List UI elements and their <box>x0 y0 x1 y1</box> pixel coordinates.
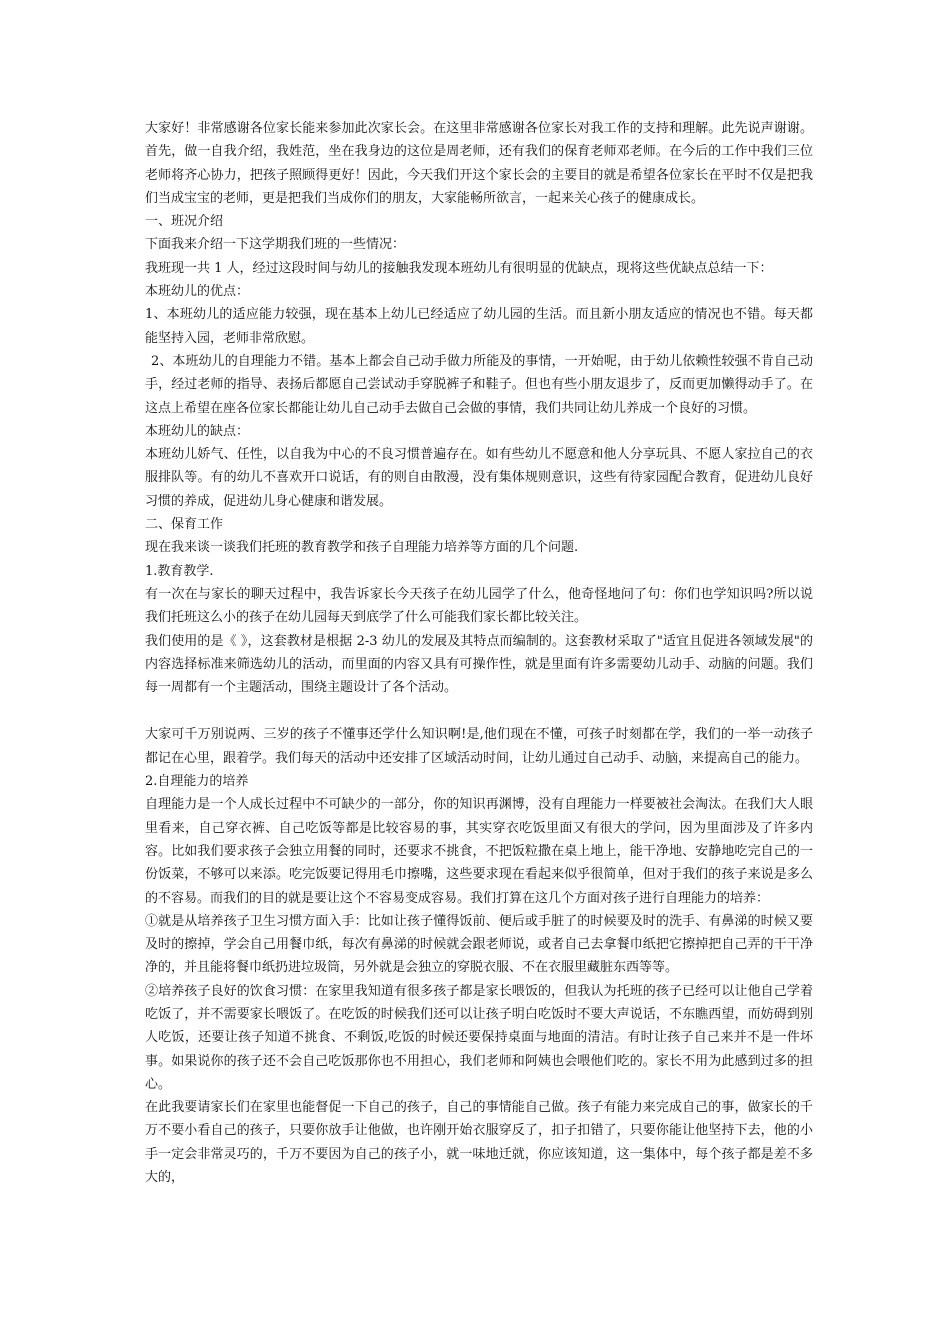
heading-care-work: 二、保育工作 <box>145 517 224 533</box>
paragraph-greeting: 大家好！非常感谢各位家长能来参加此次家长会。在这里非常感谢各位家长对我工作的支持和理解。此先说声谢谢。首先，做一自我介绍，我姓范，坐在我身边的这位是周老师，还有我们的保育老师邓老师。在今后的工作中我们三位老师将齐心协力，把孩子照顾得更好！因此，今天我们开这个家长会的主要目的就是希望各位家长在平时不仅是把我们当成宝宝的老师，更是把我们当成你们的朋友，大家能畅所欲言，一起来关心孩子的健康成长。 <box>145 121 813 206</box>
paragraph-textbook: 我们使用的是《 》，这套教材是根据 2-3 幼儿的发展及其特点而编制的。这套教材采取了"适宜且促进各领域发展"的内容选择标准来筛选幼儿的活动，而里面的内容又具有可操作性，就是里面有许多需要幼儿动手、动脑的问题。我们每一周都有一个主题活动，围绕主题设计了各个活动。 <box>145 633 813 696</box>
paragraph-weaknesses: 本班幼儿娇气、任性，以自我为中心的不良习惯普遍存在。如有些幼儿不愿意和他人分享玩具、不愿人家拉自己的衣服排队等。有的幼儿不喜欢开口说话，有的则自由散漫，没有集体规则意识，这些有待家园配合教育，促进幼儿良好习惯的养成，促进幼儿身心健康和谐发展。 <box>145 447 813 509</box>
paragraph-class-size: 我班现一共 1 人，经过这段时间与幼儿的接触我发现本班幼儿有很明显的优缺点，现将这些优缺点总结一下： <box>145 260 773 276</box>
heading-self-care: 2.自理能力的培养 <box>145 774 249 790</box>
heading-weaknesses: 本班幼儿的缺点： <box>145 423 250 439</box>
heading-strengths: 本班幼儿的优点： <box>145 284 250 300</box>
paragraph-intro: 下面我来介绍一下这学期我们班的一些情况： <box>145 237 406 253</box>
paragraph-strength-2: 2、本班幼儿的自理能力不错。基本上都会自己动手做力所能及的事情，一开始呢，由于幼儿依赖性较强不肯自己动手，经过老师的指导、表扬后都愿自己尝试动手穿脱裤子和鞋子。但也有些小朋友退步了，反而更加懒得动手了。在这点上希望在座各位家长都能让幼儿自己动手去做自己会做的事情，我们共同让幼儿养成一个良好的习惯。 <box>145 353 813 416</box>
paragraph-care-intro: 现在我来谈一谈我们托班的教育教学和孩子自理能力培养等方面的几个问题. <box>145 540 579 556</box>
paragraph-teaching-anecdote: 有一次在与家长的聊天过程中，我告诉家长今天孩子在幼儿园学了什么，他奇怪地问了句：你们也学知识吗?所以说我们托班这么小的孩子在幼儿园每天到底学了什么可能我们家长都比较关注。 <box>145 586 813 626</box>
heading-class-overview: 一、班况介绍 <box>145 214 224 230</box>
paragraph-eating: ②培养孩子良好的饮食习惯：在家里我知道有很多孩子都是家长喂饭的，但我认为托班的孩子已经可以让他自己学着吃饭了，并不需要家长喂饭了。在吃饭的时候我们还可以让孩子明白吃饭时不要大声说话，不东瞧西望，而妨碍到别人吃饭，还要让孩子知道不挑食、不剩饭,吃饭的时候还要保持桌面与地面的清洁。有时让孩子自己来并不是一件坏事。如果说你的孩子还不会自己吃饭那你也不用担心，我们老师和阿姨也会喂他们吃的。家长不用为此感到过多的担心。 <box>145 983 813 1092</box>
paragraph-strength-1: 1、本班幼儿的适应能力较强，现在基本上幼儿已经适应了幼儿园的生活。而且新小朋友适应的情况也不错。每天都能坚持入园，老师非常欣慰。 <box>145 307 813 346</box>
paragraph-parents-request: 在此我要请家长们在家里也能督促一下自己的孩子，自己的事情能自己做。孩子有能力来完成自己的事，做家长的千万不要小看自己的孩子，只要你放手让他做，也许刚开始衣服穿反了，扣子扣错了，只要你能让他坚持下去，他的小手一定会非常灵巧的，千万不要因为自己的孩子小，就一味地迁就，你应该知道，这一集体中，每个孩子都是差不多大的， <box>145 1100 813 1186</box>
paragraph-self-care: 自理能力是一个人成长过程中不可缺少的一部分，你的知识再渊博，没有自理能力一样要被社会淘汰。在我们大人眼里看来，自己穿衣裤、自己吃饭等都是比较容易的事，其实穿衣吃饭里面又有很大的学问，因为里面涉及了许多内容。比如我们要求孩子会独立用餐的同时，还要求不挑食，不把饭粒撒在桌上地上，能干净地、安静地吃完自己的一份饭菜，不够可以来添。吃完饭要记得用毛巾擦嘴，这些要求现在看起来似乎很简单，但对于我们的孩子来说是多么的不容易。而我们的目的就是要让这个不容易变成容易。我们打算在这几个方面对孩子进行自理能力的培养： <box>145 797 813 906</box>
heading-teaching: 1.教育教学. <box>145 563 214 579</box>
document-body <box>145 117 813 1189</box>
paragraph-learning: 大家可千万别说两、三岁的孩子不懂事还学什么知识啊!是,他们现在不懂，可孩子时刻都在学，我们的一举一动孩子都记在心里，跟着学。我们每天的活动中还安排了区域活动时间，让幼儿通过自己动手、动脑，来提高自己的能力。 <box>145 727 813 766</box>
blank-line <box>145 699 813 723</box>
paragraph-hygiene: ①就是从培养孩子卫生习惯方面入手：比如让孩子懂得饭前、便后或手脏了的时候要及时的洗手、有鼻涕的时候又要及时的擦掉，学会自己用餐巾纸，每次有鼻涕的时候就会跟老师说，或者自己去拿餐巾纸把它擦掉把自己弄的干干净净的，并且能将餐巾纸扔进垃圾筒，另外就是会独立的穿脱衣服、不在衣服里藏脏东西等等。 <box>145 913 813 976</box>
